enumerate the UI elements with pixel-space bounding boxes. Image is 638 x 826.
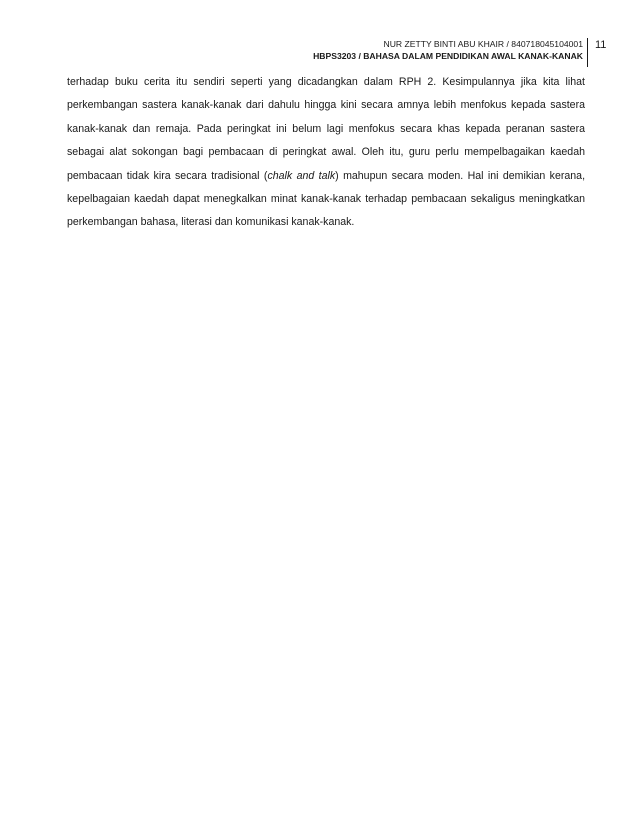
page-number: 11 xyxy=(595,39,607,51)
header-text-block xyxy=(313,38,583,62)
header-author-line: NUR ZETTY BINTI ABU KHAIR / 840718045104001 xyxy=(383,39,583,49)
body-text-italic: chalk and talk xyxy=(267,169,336,182)
body-paragraph xyxy=(67,71,585,235)
body-text-part1: terhadap buku cerita itu sendiri seperti yang dicadangkan dalam RPH 2. Kesimpulannya jika kita lihat perkembangan sastera kanak-kanak dari dahulu hingga kini secara amnya lebih menfokus kepada sastera kanak-kanak dan remaja. Pada peringkat ini belum lagi menfokus secara khas kepada peranan sastera sebagai alat sokongan bagi pembacaan di peringkat awal. Oleh itu, guru perlu mempelbagaikan kaedah pembacaan tidak kira secara tradisional ( xyxy=(67,76,585,182)
header-divider xyxy=(587,38,588,67)
header-course-line: HBPS3203 / BAHASA DALAM PENDIDIKAN AWAL KANAK-KANAK xyxy=(313,51,583,61)
page-header xyxy=(0,38,638,68)
body-text-part2: ) mahupun secara moden. Hal ini demikian kerana, kepelbagaian kaedah dapat menegkalkan minat kanak-kanak terhadap pembacaan sekaligus meningkatkan perkembangan bahasa, literasi dan komunikasi kanak-kanak. xyxy=(67,169,586,229)
